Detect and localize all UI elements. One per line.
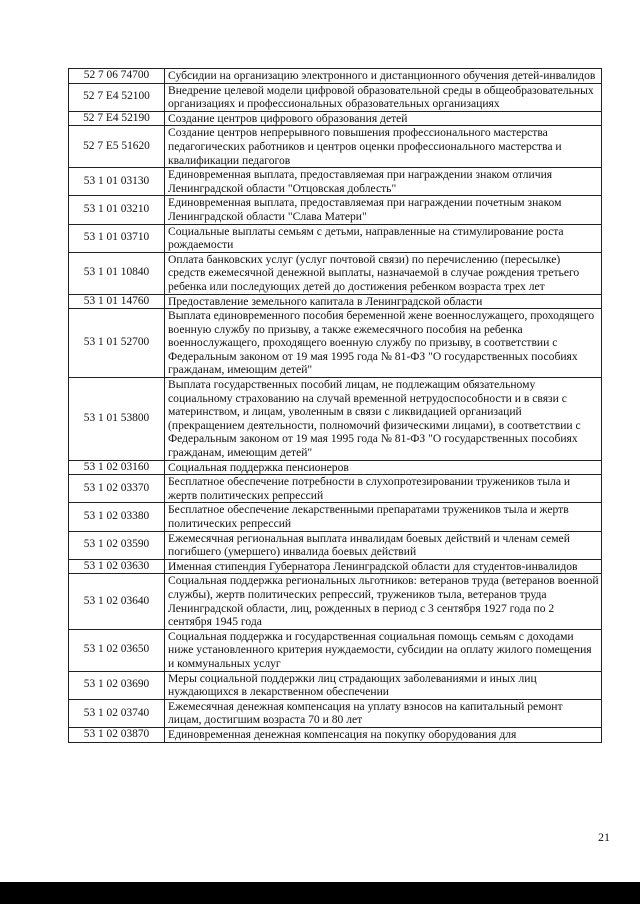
table-row [69, 196, 602, 224]
budget-code-cell: 53 1 01 03210 [69, 196, 165, 224]
table-row [69, 475, 602, 503]
table-row [69, 460, 602, 475]
table-row [69, 378, 602, 461]
description-cell: Социальные выплаты семьям с детьми, направленные на стимулирование роста рождаемости [165, 224, 602, 252]
description-cell: Предоставление земельного капитала в Ленинградской области [165, 294, 602, 309]
table-row [69, 699, 602, 727]
description-cell: Единовременная выплата, предоставляемая при награждении знаком отличия Ленинградской области "Отцовская доблесть" [165, 168, 602, 196]
budget-code-cell: 53 1 01 03710 [69, 224, 165, 252]
table-row [69, 629, 602, 671]
budget-code-cell: 53 1 02 03690 [69, 671, 165, 699]
table-row [69, 531, 602, 559]
description-cell: Бесплатное обеспечение лекарственными препаратами тружеников тыла и жертв политических репрессий [165, 503, 602, 531]
description-cell: Оплата банковских услуг (услуг почтовой связи) по перечислению (пересылке) средств ежемесячной денежной выплаты, назначаемой в случае рождения третьего ребенка или последующих детей до достижения ребенком возраста трех лет [165, 252, 602, 294]
budget-code-cell: 52 7 06 74700 [69, 69, 165, 84]
table-row [69, 574, 602, 629]
budget-code-cell: 53 1 02 03590 [69, 531, 165, 559]
table-row [69, 727, 602, 742]
budget-code-cell: 53 1 02 03740 [69, 699, 165, 727]
budget-code-cell: 53 1 02 03650 [69, 629, 165, 671]
description-cell: Выплата государственных пособий лицам, не подлежащим обязательному социальному страхованию на случай временной нетрудоспособности и в связи с материнством, и лицам, уволенным в связи с ликвидацией организаций (прекращением деятельности, полномочий физическими лицами), в соответствии с Федеральным законом от 19 мая 1995 года № 81-ФЗ "О государственных пособиях гражданам, имеющим детей" [165, 378, 602, 461]
description-cell: Социальная поддержка и государственная социальная помощь семьям с доходами ниже установленного критерия нуждаемости, субсидии на оплату жилого помещения и коммунальных услуг [165, 629, 602, 671]
table-row [69, 111, 602, 126]
budget-code-cell: 52 7 E5 51620 [69, 126, 165, 168]
description-cell: Социальная поддержка пенсионеров [165, 460, 602, 475]
description-cell: Внедрение целевой модели цифровой образовательной среды в общеобразовательных организациях и профессиональных образовательных организациях [165, 83, 602, 111]
description-cell: Ежемесячная региональная выплата инвалидам боевых действий и членам семей погибшего (умершего) инвалида боевых действий [165, 531, 602, 559]
budget-code-cell: 53 1 02 03380 [69, 503, 165, 531]
budget-code-cell: 52 7 E4 52100 [69, 83, 165, 111]
description-cell: Субсидии на организацию электронного и дистанционного обучения детей-инвалидов [165, 69, 602, 84]
budget-code-cell: 53 1 02 03160 [69, 460, 165, 475]
description-cell: Единовременная денежная компенсация на покупку оборудования для [165, 727, 602, 742]
description-cell: Единовременная выплата, предоставляемая при награждении почетным знаком Ленинградской области "Слава Матери" [165, 196, 602, 224]
table-row [69, 309, 602, 378]
table-row [69, 671, 602, 699]
budget-code-cell: 53 1 02 03370 [69, 475, 165, 503]
budget-code-cell: 53 1 01 53800 [69, 378, 165, 461]
description-cell: Выплата единовременного пособия беременной жене военнослужащего, проходящего военную службу по призыву, а также ежемесячного пособия на ребенка военнослужащего, проходящего военную службу по призыву, в соответствии с Федеральным законом от 19 мая 1995 года № 81-ФЗ "О государственных пособиях гражданам, имеющим детей" [165, 309, 602, 378]
budget-code-cell: 52 7 E4 52190 [69, 111, 165, 126]
table-row [69, 69, 602, 84]
description-cell: Создание центров цифрового образования детей [165, 111, 602, 126]
budget-code-cell: 53 1 01 52700 [69, 309, 165, 378]
description-cell: Ежемесячная денежная компенсация на уплату взносов на капитальный ремонт лицам, достигшим возраста 70 и 80 лет [165, 699, 602, 727]
budget-code-cell: 53 1 02 03640 [69, 574, 165, 629]
table-row [69, 83, 602, 111]
budget-code-cell: 53 1 01 10840 [69, 252, 165, 294]
scan-edge-bar [0, 882, 640, 904]
description-cell: Создание центров непрерывного повышения профессионального мастерства педагогических работников и центров оценки профессионального мастерства и квалификации педагогов [165, 126, 602, 168]
page-number: 21 [598, 830, 610, 844]
table-row [69, 126, 602, 168]
budget-code-cell: 53 1 02 03870 [69, 727, 165, 742]
table-row [69, 224, 602, 252]
table-row [69, 294, 602, 309]
description-cell: Социальная поддержка региональных льготников: ветеранов труда (ветеранов военной службы), жертв политических репрессий, тружеников тыла, ветеранов труда Ленинградской области, лиц, рожденных в период с 3 сентября 1927 года по 2 сентября 1945 года [165, 574, 602, 629]
budget-code-cell: 53 1 02 03630 [69, 559, 165, 574]
description-cell: Именная стипендия Губернатора Ленинградской области для студентов-инвалидов [165, 559, 602, 574]
budget-code-cell: 53 1 01 03130 [69, 168, 165, 196]
table-row [69, 252, 602, 294]
table-body [69, 69, 602, 743]
description-cell: Меры социальной поддержки лиц страдающих заболеваниями и иных лиц нуждающихся в лекарственном обеспечении [165, 671, 602, 699]
table-row [69, 559, 602, 574]
table-row [69, 168, 602, 196]
description-cell: Бесплатное обеспечение потребности в слухопротезировании тружеников тыла и жертв политических репрессий [165, 475, 602, 503]
table-row [69, 503, 602, 531]
budget-code-cell: 53 1 01 14760 [69, 294, 165, 309]
budget-codes-table [68, 68, 602, 743]
